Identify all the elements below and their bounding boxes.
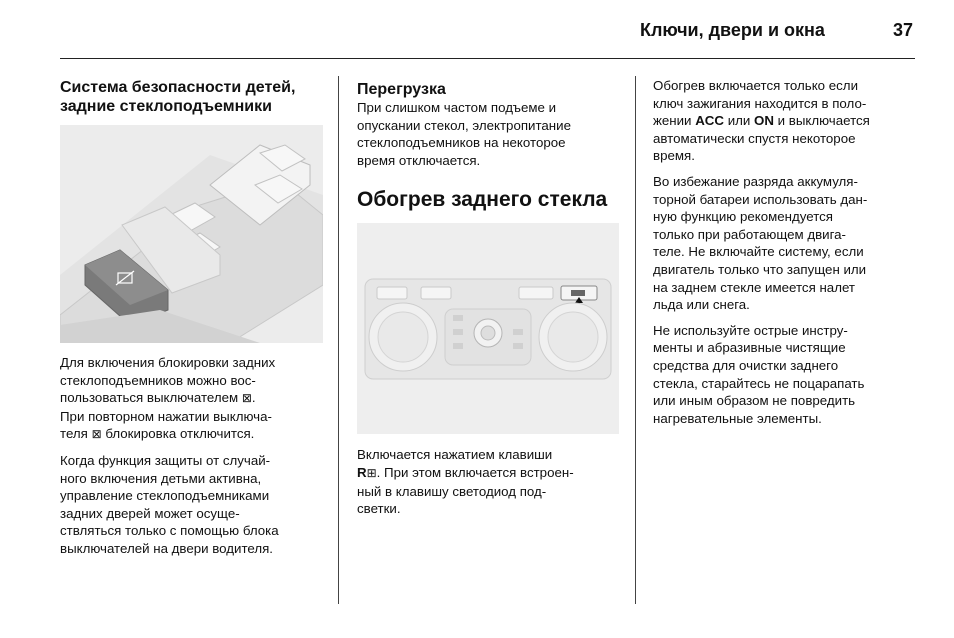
climate-panel-figure: [357, 223, 619, 434]
rear-window-heating-heading: Обогрев заднего стекла: [357, 188, 608, 212]
battery-warning-text: Во избежание разряда аккумуля- торной батареи использовать дан- ную функцию рекомендуется только при работающем двига- теле. Не включайте систему, если двигатель только что запущен или на заднем стекле имеется налет льда или снега.: [653, 173, 868, 313]
overload-heading: Перегрузка: [357, 81, 446, 98]
chapter-title: Ключи, двери и окна: [640, 20, 825, 40]
overload-text: При слишком частом подъеме и опускании стекол, электропитание стеклоподъемников на некоторое время отключается.: [357, 100, 571, 168]
cleaning-caution-text: Не используйте острые инстру- менты и абразивные чистящие средства для очистки заднего стекла, старайтесь не поцарапать или иным образом не повредить нагревательные элементы.: [653, 322, 865, 426]
column-3: [653, 77, 921, 435]
column-divider-1: [338, 76, 339, 604]
child-safety-heading: Система безопасности детей, задние стеклоподъемники: [60, 79, 296, 115]
column-2: [357, 80, 625, 526]
rear-defrost-icon: ⊞: [366, 465, 377, 480]
lock-instructions: Для включения блокировки задних стеклоподъемников можно вос- пользоваться выключателем ⊠. При повторном нажатии выключа- теля ⊠ блокировка отключится.: [60, 355, 276, 442]
lock-active-note: Когда функция защиты от случай- ного включения детьми активна, управление стеклоподъемниками задних дверей может осуще- ствляться только с помощью блока выключателей на двери водителя.: [60, 452, 279, 556]
ignition-condition-text: Обогрев включается только если ключ зажигания находится в поло- жении ACC или ON и выключается автоматически спустя некоторое время.: [653, 78, 870, 164]
window-switch-figure: [60, 125, 323, 343]
column-1: [60, 78, 328, 566]
window-lock-icon: ⊠: [91, 427, 102, 442]
column-divider-2: [635, 76, 636, 604]
activation-text: Включается нажатием клавиши R⊞. При этом включается встроен- ный в клавишу светодиод под- светки.: [357, 447, 574, 517]
header-rule: [60, 58, 915, 59]
page-number: 37: [893, 20, 914, 40]
window-lock-icon: ⊠: [241, 391, 252, 406]
